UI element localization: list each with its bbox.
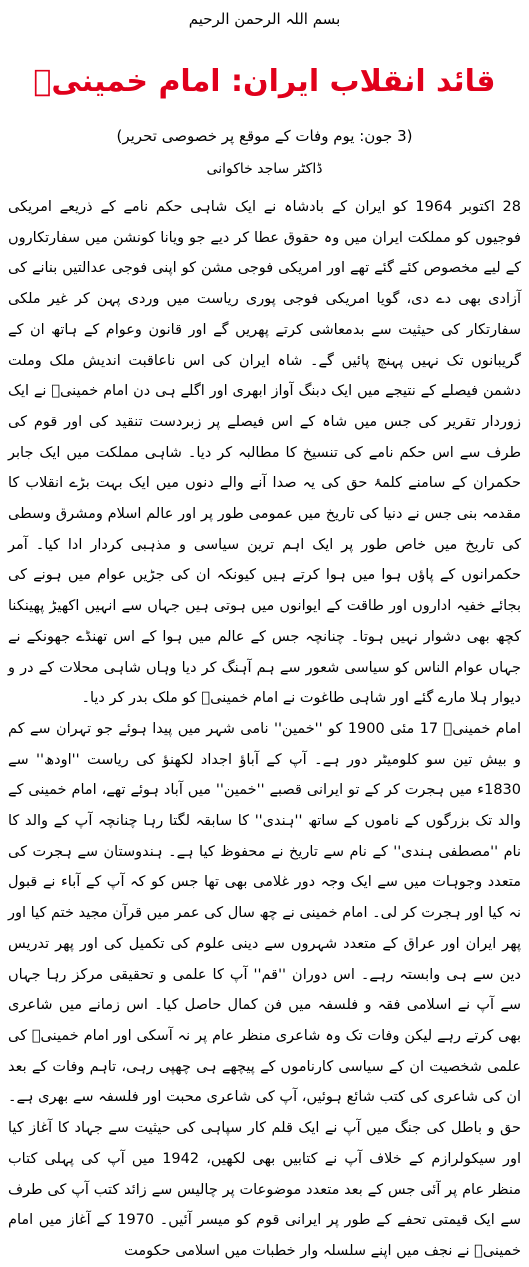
article-title: قائد انقلاب ایران: امام خمینیؒ (33, 64, 496, 99)
author-name: ڈاکٹر ساجد خاکوانی (206, 161, 323, 177)
article-subtitle: (3 جون: یوم وفات کے موقع پر خصوصی تحریر) (116, 127, 413, 145)
article-body (8, 192, 521, 1267)
bismillah-heading: بسم اللہ الرحمن الرحیم (188, 10, 341, 28)
article-paragraph-1: 28 اکتوبر 1964 کو ایران کے بادشاہ نے ایک شاہی حکم نامے کے ذریعے امریکی فوجیوں کو مملکت ایران میں وہ حقوق عطا کر دیے جو ویانا کونشن میں سفارتکاروں کے لیے مخصوص کئے گئے تھے اور امریکی فوجی مشن کو اپنی فوجی عدالتیں بنانے کی آزادی بھی دے دی، گویا امریکی فوجی پوری ریاست میں وردی پہن کر غیر ملکی سفارتکار کی حیثیت سے بدمعاشی کرتے پھریں گے اور قانون وعوام کے ہاتھ ان کے گریبانوں تک نہیں پہنچ پائیں گے۔ شاہ ایران کی اس ناعاقبت اندیش ملک وملت دشمن فیصلے کے نتیجے میں ایک دبنگ آواز ابھری اور اگلے ہی دن امام خمینیؒ نے ایک زوردار تقریر کی جس میں شاہ کے اس فیصلے پر زبردست تنقید کی اور قوم کی طرف سے اس حکم نامے کی تنسیخ کا مطالبہ کر دیا۔ شاہی مملکت میں ایک جابر حکمران کے سامنے کلمۂ حق کی یہ صدا آنے والے دنوں میں ایک بہت بڑے انقلاب کا مقدمہ بنی جس نے دنیا کی تاریخ میں عمومی طور پر اور عالم اسلام ومشرق وسطی کی تاریخ میں خاص طور پر ایک اہم ترین سیاسی و مذہبی کردار ادا کیا۔ آمر حکمرانوں کے پاؤں ہوا میں ہوا کرتے ہیں کیونکہ ان کی جڑیں عوام میں ہونے کی بجائے خفیہ اداروں اور طاقت کے ایوانوں میں ہوتی ہیں جہاں سے انہیں اکھیڑ پھینکنا کچھ بھی دشوار نہیں ہوتا۔ چنانچہ جس کے عالم میں ہوا کے اس تھنڈے جھونکے نے جہاں عوام الناس کو سیاسی شعور سے ہم آہنگ کر دیا وہاں شاہی محلات کے در و دیوار ہلا مارے گئے اور شاہی طاغوت نے امام خمینیؒ کو ملک بدر کر دیا۔ (8, 199, 521, 707)
article-paragraph-2: امام خمینیؒ 17 مئی 1900 کو ''خمین'' نامی شہر میں پیدا ہوئے جو تہران سے کم و بیش تین سو کلومیٹر دور ہے۔ آپ کے آباؤ اجداد لکھنؤ کی ریاست ''اودھ'' سے 1830ء میں ہجرت کر کے تو ایرانی قصبے ''خمین'' میں آباد ہوئے تھے، امام خمینی کے والد تک بزرگوں کے ناموں کے ساتھ ''ہندی'' کا سابقہ لگتا رہا چنانچہ آپ کے والد کا نام ''مصطفی ہندی'' کے نام سے تاریخ نے محفوظ کیا ہے۔ ہندوستان سے ہجرت کی متعدد وجوہات میں سے ایک وجہ دور غلامی بھی تھا جس کو کہ آپ کے آباء نے قبول نہ کیا اور ہجرت کر لی۔ امام خمینی نے چھ سال کی عمر میں قرآن مجید ختم کیا اور پھر ایران اور عراق کے متعدد شہروں سے دینی علوم کی تکمیل کی اور پھر تدریس دین سے ہی وابستہ رہے۔ اس دوران ''قم'' آپ کا علمی و تحقیقی مرکز رہا جہاں سے آپ نے اسلامی فقہ و فلسفہ میں فن کمال حاصل کیا۔ اس زمانے میں شاعری بھی کرتے رہے لیکن وفات تک وہ شاعری منظر عام پر نہ آسکی اور امام خمینیؒ کی علمی شخصیت ان کے سیاسی کارناموں کے پیچھے ہی چھپی رہی، تاہم وفات کے بعد ان کی شاعری کی کتب شائع ہوئیں، آپ کی شاعری محبت اور فلسفہ سے بھری ہے۔ حق و باطل کی جنگ میں آپ نے ایک قلم کار سپاہی کی حیثیت سے جہاد کا آغاز کیا اور سیکولرازم کے خلاف آپ نے کتابیں بھی لکھیں، 1942 میں آپ کی پہلی کتاب منظر عام پر آئی جس کے بعد متعدد موضوعات پر چالیس سے زائد کتب آپ کی طرف سے ایک قیمتی تحفے کے طور پر ایرانی قوم کو میسر آئیں۔ 1970 کے آغاز میں امام خمینیؒ نے نجف میں اپنے سلسلہ وار خطبات میں اسلامی حکومت (8, 720, 521, 1259)
